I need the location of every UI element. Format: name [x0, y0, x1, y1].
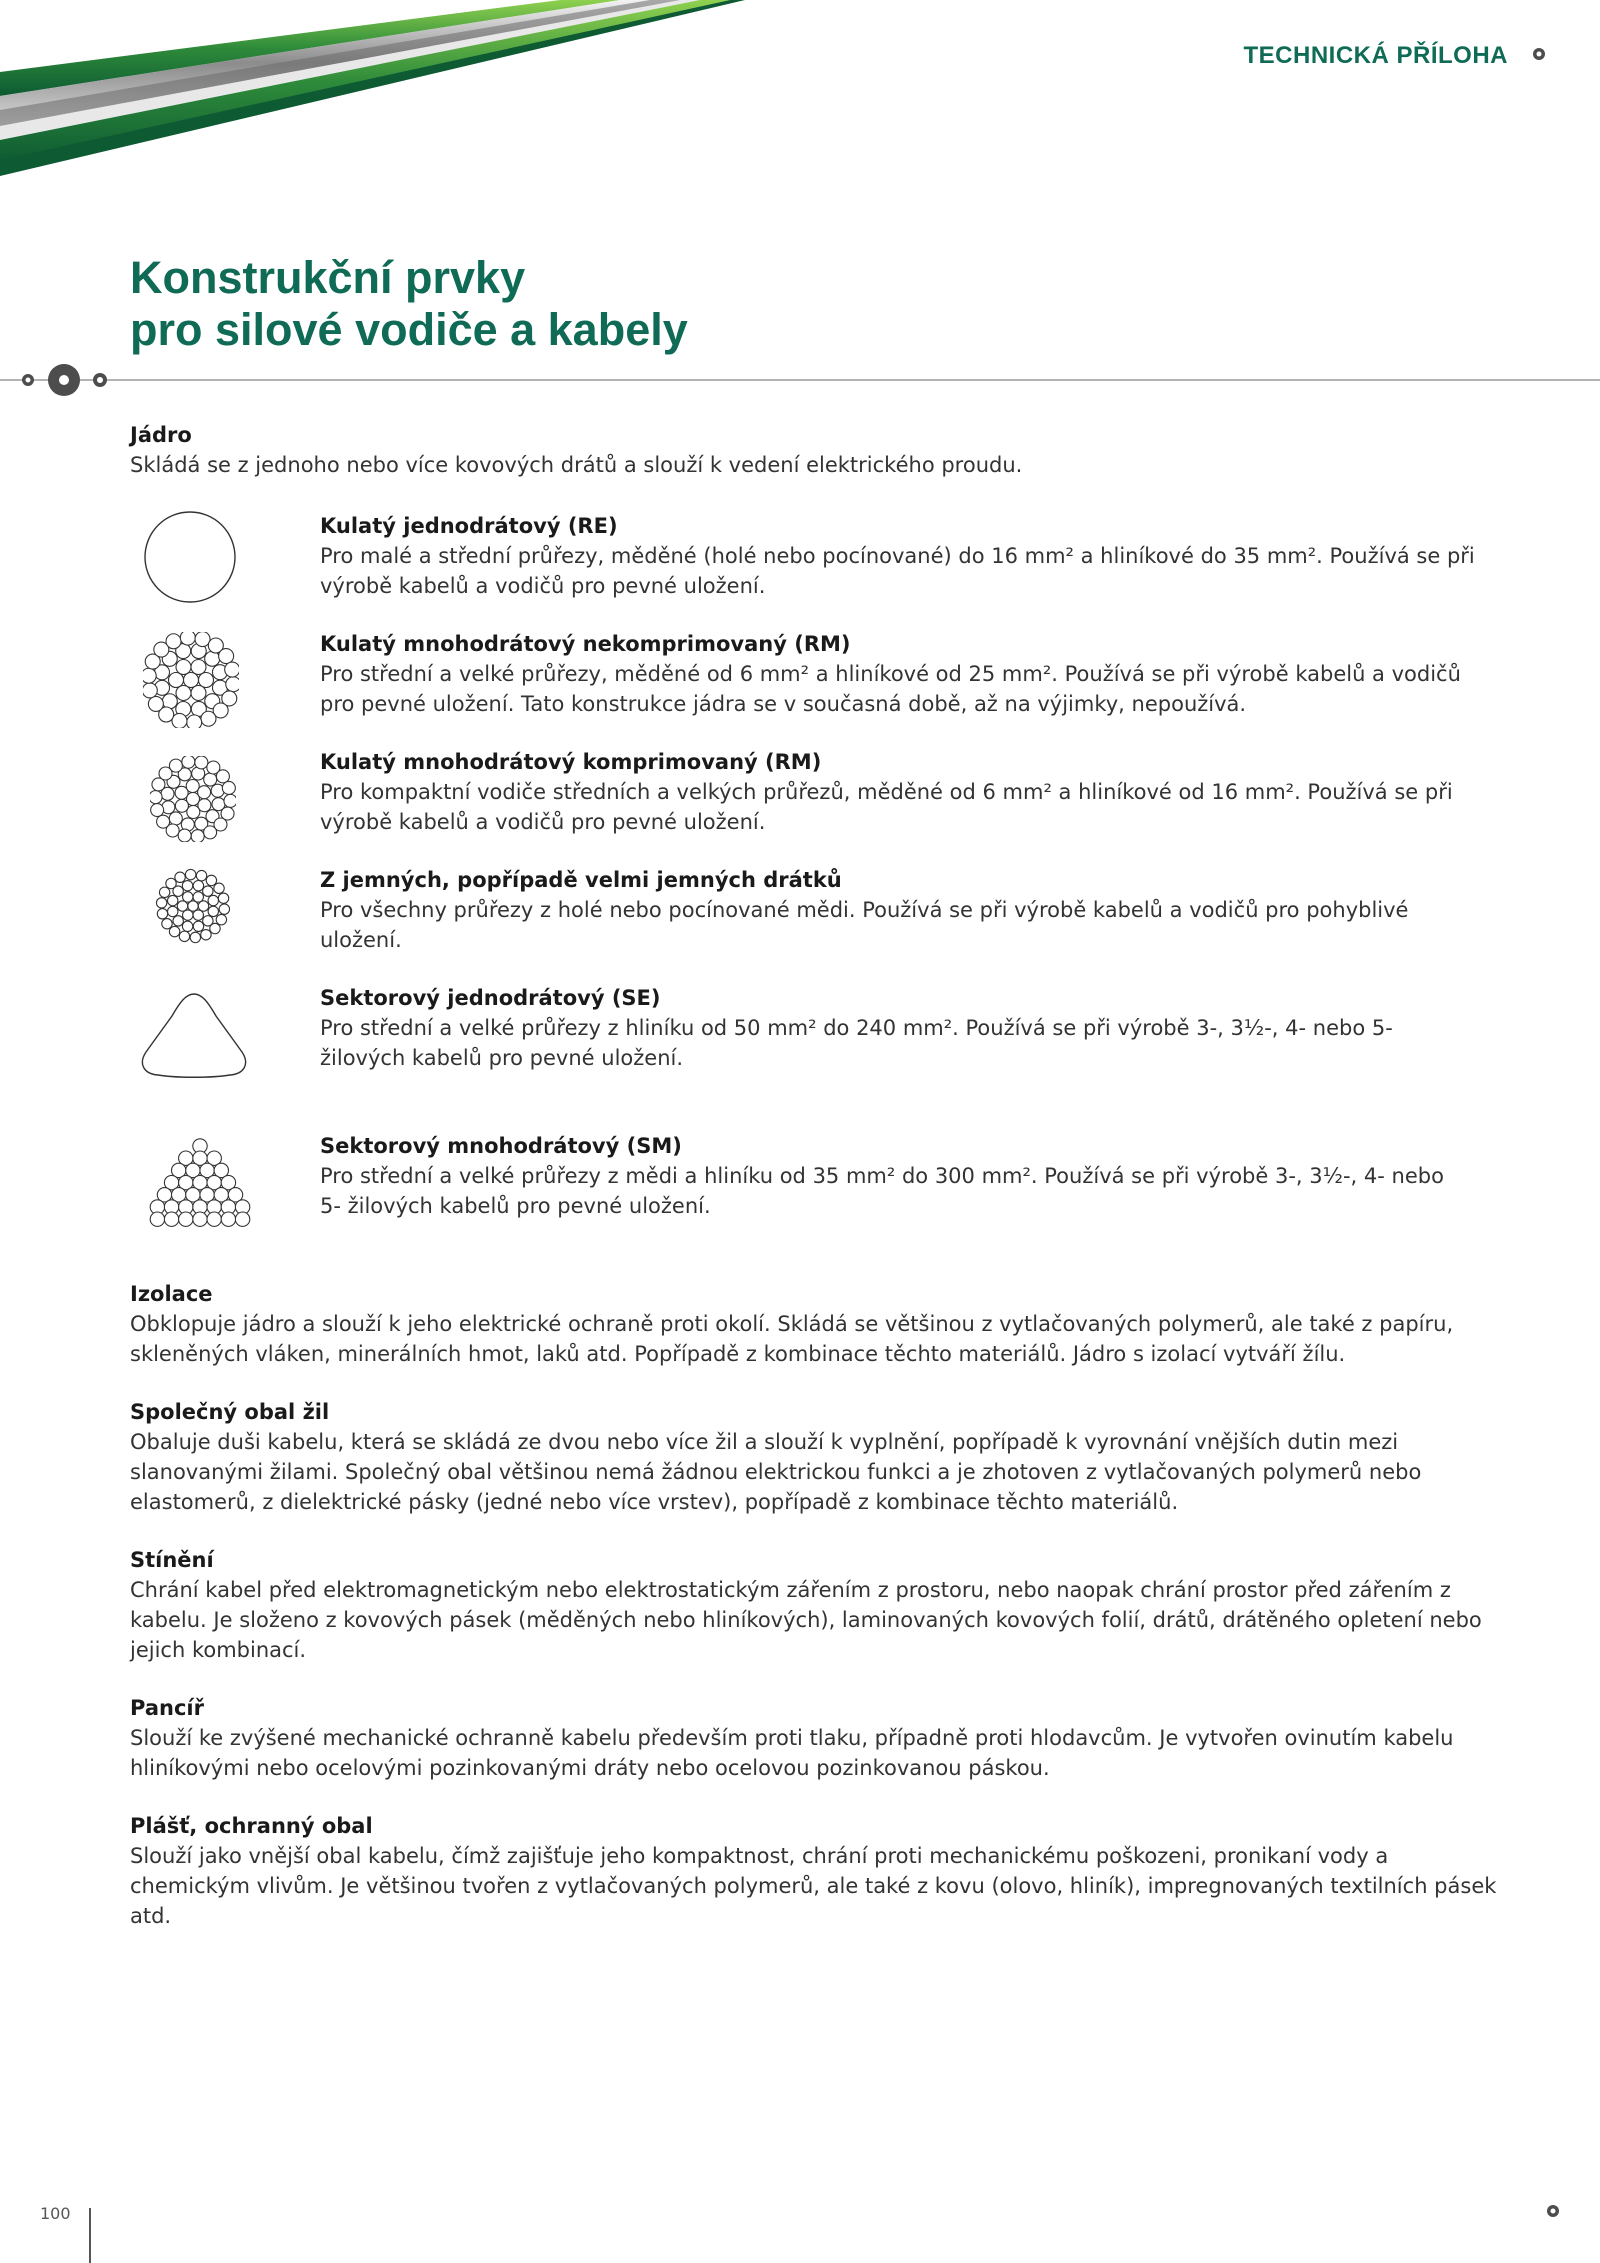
wire-strand	[168, 906, 178, 916]
wire-strand	[179, 1212, 193, 1226]
wire-strand	[208, 906, 218, 916]
wire-strand	[222, 781, 235, 794]
core-item	[320, 511, 1490, 601]
wire-strand	[210, 923, 220, 933]
core-item	[320, 983, 1400, 1073]
wire-strand	[172, 713, 187, 728]
wire-strand	[176, 685, 191, 700]
fine-wire-conductor-icon	[153, 866, 233, 946]
wire-strand	[169, 759, 182, 772]
wire-strand	[157, 815, 170, 828]
core-item-text: Pro všechny průřezy z holé nebo pocínované mědi. Používá se při výrobě kabelů a vodičů pro pohyblivé uložení.	[320, 898, 1409, 952]
wire-strand	[169, 812, 182, 825]
footer-divider	[89, 2208, 91, 2263]
shielding-section	[130, 1545, 1500, 1665]
core-item	[320, 747, 1490, 837]
wire-strand	[183, 892, 193, 902]
wire-strand	[225, 662, 239, 677]
wire-strand	[175, 799, 188, 812]
title-divider	[0, 362, 1600, 398]
wire-strand	[219, 649, 234, 664]
wire-strand	[166, 634, 181, 649]
wire-strand	[191, 660, 206, 675]
wire-strand	[180, 632, 195, 645]
wire-strand	[175, 872, 185, 882]
section-heading: Izolace	[130, 1282, 213, 1306]
insulation-section	[130, 1279, 1500, 1369]
round-solid-conductor-icon	[143, 510, 237, 604]
wire-strand	[193, 881, 203, 891]
core-item-text: Pro střední a velké průřezy z mědi a hliníku od 35 mm² do 300 mm². Používá se při výrobě 3-, 3½-, 4- nebo 5- žilových kabelů pro pevné uložení.	[320, 1164, 1444, 1218]
wire-strand	[179, 931, 189, 941]
core-section	[130, 420, 1500, 480]
section-heading: Pancíř	[130, 1696, 204, 1720]
wire-strand	[191, 830, 204, 842]
wire-strand	[214, 883, 224, 893]
wire-strand	[221, 1212, 235, 1226]
wire-strand	[193, 921, 203, 931]
section-heading: Plášť, ochranný obal	[130, 1814, 373, 1838]
wire-strand	[205, 651, 220, 666]
wire-strand	[184, 673, 199, 688]
core-item-title: Sektorový mnohodrátový (SM)	[320, 1134, 682, 1158]
wire-strand	[176, 660, 191, 675]
wire-strand	[173, 916, 183, 926]
wire-strand	[219, 904, 229, 914]
wire-strand	[187, 805, 200, 818]
wire-strand	[216, 914, 226, 924]
wire-strand	[203, 886, 213, 896]
section-text: Obaluje duši kabelu, která se skládá ze dvou nebo více žil a slouží k vyplnění, popřípadě k vyrovnání vnějších dutin mezi slanovanými žilami. Společný obal většinou nemá žádnou elektrickou funkci a je zhotoven z vytlačovaných polymerů nebo elastomerů, z dielektrické pásky (jedné nebo více vrstev), popřípadě z kombinace těchto materiálů.	[130, 1430, 1422, 1514]
wire-strand	[208, 895, 218, 905]
core-item	[320, 1131, 1470, 1221]
wire-strand	[193, 1212, 207, 1226]
round-stranded-noncompacted-icon	[143, 632, 239, 728]
wire-strand	[169, 673, 184, 688]
sector-stranded-conductor-icon	[144, 1136, 256, 1228]
wire-strand	[182, 881, 192, 891]
wire-strand	[185, 869, 195, 879]
wire-strand	[148, 696, 163, 711]
core-heading: Jádro	[130, 423, 192, 447]
wire-strand	[178, 829, 191, 842]
section-text: Slouží ke zvýšené mechanické ochranně kabelu především proti tlaku, případně proti hlodavcům. Je vytvořen ovinutím kabelu hliníkovými nebo ocelovými pozinkovanými dráty nebo ocelovou pozinkovanou páskou.	[130, 1726, 1454, 1780]
core-item-title: Sektorový jednodrátový (SE)	[320, 986, 661, 1010]
wire-strand	[143, 668, 156, 683]
cable-banner-graphic	[0, 0, 760, 180]
wire-strand	[186, 780, 199, 793]
wire-strand	[224, 794, 236, 807]
wire-strand	[143, 683, 157, 698]
wire-strand	[235, 1212, 249, 1226]
wire-strand	[204, 773, 217, 786]
core-item-title: Kulatý jednodrátový (RE)	[320, 514, 618, 538]
wire-strand	[182, 921, 192, 931]
sector-solid-conductor-icon	[138, 990, 250, 1082]
core-item-text: Pro střední a velké průřezy z hliníku od 50 mm² do 240 mm². Používá se při výrobě 3-, 3½-, 4- nebo 5- žilových kabelů pro pevné uložení.	[320, 1016, 1393, 1070]
core-item-text: Pro střední a velké průřezy, měděné od 6 mm² a hliníkové od 25 mm². Používá se při výrobě kabelů a vodičů pro pevné uložení. Tato konstrukce jádra se v současná době, až na výjimky, nepoužívá.	[320, 662, 1461, 716]
core-item-text: Pro malé a střední průřezy, měděné (holé nebo pocínované) do 16 mm² a hliníkové do 35 mm². Používá se při výrobě kabelů a vodičů pro pevné uložení.	[320, 544, 1475, 598]
wire-strand	[204, 826, 217, 839]
wire-strand	[207, 1212, 221, 1226]
wire-strand	[166, 878, 176, 888]
core-item-title: Kulatý mnohodrátový komprimovaný (RM)	[320, 750, 822, 774]
wire-strand	[199, 673, 214, 688]
wire-strand	[150, 1212, 164, 1226]
ring-dot-icon	[1546, 2204, 1560, 2218]
wire-strand	[193, 892, 203, 902]
section-label: TECHNICKÁ PŘÍLOHA	[1243, 42, 1508, 69]
wire-strand	[156, 898, 166, 908]
core-item	[320, 629, 1490, 719]
common-sheath-section	[130, 1397, 1500, 1517]
core-intro: Skládá se z jednoho nebo více kovových drátů a slouží k vedení elektrického proudu.	[130, 453, 1023, 477]
wire-strand	[201, 930, 211, 940]
wire-strand	[150, 791, 162, 804]
section-text: Chrání kabel před elektromagnetickým nebo elektrostatickým zářením z prostoru, nebo naopak chrání prostor před zářením z kabelu. Je složeno z kovových pásek (měděných nebo hliníkových), laminovaných kovových folií, drátů, drátěného opletení nebo jejich kombinací.	[130, 1578, 1482, 1662]
wire-strand	[169, 926, 179, 936]
section-text: Obklopuje jádro a slouží k jeho elektrické ochraně proti okolí. Skládá se většinou z vytlačovaných polymerů, ale také z papíru, skleněných vláken, minerálních hmot, laků atd. Popřípadě z kombinace těchto materiálů. Jádro s izolací vytváří žílu.	[130, 1312, 1454, 1366]
section-heading: Společný obal žil	[130, 1400, 330, 1424]
wire-strand	[193, 910, 203, 920]
wire-strand	[159, 887, 169, 897]
page-title-line-2: pro silové vodiče a kabely	[130, 304, 688, 355]
wire-strand	[168, 895, 178, 905]
wire-strand	[218, 893, 228, 903]
page-number: 100	[40, 2204, 71, 2223]
wire-strand	[206, 875, 216, 885]
jacket-section	[130, 1811, 1500, 1931]
round-stranded-compacted-icon	[150, 756, 236, 842]
core-item	[320, 865, 1490, 955]
section-heading: Stínění	[130, 1548, 214, 1572]
wire-strand	[162, 694, 177, 709]
core-item-title: Kulatý mnohodrátový nekomprimovaný (RM)	[320, 632, 851, 656]
wire-strand	[198, 786, 211, 799]
wire-strand	[196, 870, 206, 880]
wire-strand	[157, 909, 167, 919]
wire-strand	[226, 677, 239, 692]
page-title	[130, 252, 688, 356]
wire-strand	[164, 1212, 178, 1226]
wire-strand	[191, 685, 206, 700]
wire-strand	[187, 715, 202, 728]
core-item-title: Z jemných, popřípadě velmi jemných drátků	[320, 868, 842, 892]
page-title-line-1: Konstrukční prvky	[130, 252, 526, 303]
section-text: Slouží jako vnější obal kabelu, čímž zajišťuje jeho kompaktnost, chrání proti mechanickému poškozeni, pronikaní vody a chemickým vlivům. Je většinou tvořen z vytlačovaných polymerů, ale také z kovu (olovo, hliník), impregnovaných textilních pásek atd.	[130, 1844, 1497, 1928]
wire-strand	[201, 711, 216, 726]
wire-strand	[151, 804, 164, 817]
wire-strand	[195, 756, 208, 769]
wire-strand	[190, 932, 200, 942]
core-item-text: Pro kompaktní vodiče středních a velkých průřezů, měděné od 6 mm² a hliníkové od 16 mm². Používá se při výrobě kabelů a vodičů pro pevné uložení.	[320, 780, 1453, 834]
armour-section	[130, 1693, 1500, 1783]
ring-dot-icon	[1532, 47, 1546, 61]
wire-strand	[162, 919, 172, 929]
wire-strand	[182, 756, 195, 768]
wire-strand	[216, 770, 229, 783]
wire-strand	[195, 632, 210, 647]
